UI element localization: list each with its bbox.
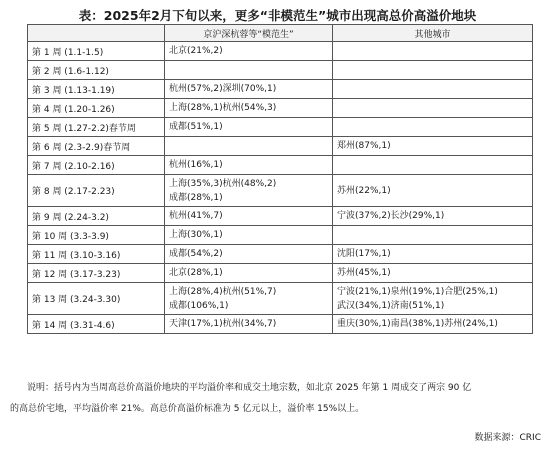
city-entry: 重庆(30%,1)南昌(38%,1)苏州(24%,1) [337, 319, 498, 329]
week-cell: 第 11 周 (3.10-3.16) [28, 245, 165, 264]
other-cities-cell [333, 264, 533, 283]
table-row [28, 226, 533, 245]
week-cell: 第 4 周 (1.20-1.26) [28, 99, 165, 118]
city-entry: 成都(106%,1) [169, 300, 229, 311]
other-cities-cell [333, 207, 533, 226]
table-row [28, 118, 533, 137]
other-cities-cell [333, 156, 533, 175]
city-entry: 成都(28%,1) [169, 192, 223, 203]
table-title: 表：2025年2月下旬以来，更多“非模范生”城市出现高总价高溢价地块 [78, 8, 477, 23]
city-entry: 成都(54%,2) [169, 249, 223, 259]
note-line-2: 的高总价宅地，平均溢价率 21%。高总价高溢价标准为 5 亿元以上，溢价率 15%以上。 [10, 404, 365, 414]
week-cell: 第 5 周 (1.27-2.2)春节周 [28, 118, 165, 137]
week-cell: 第 1 周 (1.1-1.5) [28, 42, 165, 61]
table-row [28, 207, 533, 226]
week-cell: 第 9 周 (2.24-3.2) [28, 207, 165, 226]
city-entry: 沈阳(17%,1) [337, 249, 391, 259]
table-header-row [28, 25, 533, 42]
other-cities-cell [333, 226, 533, 245]
city-entry: 苏州(22%,1) [337, 185, 391, 196]
model-cities-cell [165, 175, 333, 207]
table-row [28, 315, 533, 334]
city-entry: 杭州(16%,1) [169, 160, 223, 170]
model-cities-cell [165, 226, 333, 245]
city-entry: 上海(28%,1)杭州(54%,3) [169, 103, 277, 113]
city-entry: 杭州(41%,7) [169, 211, 223, 221]
land-premium-table [27, 24, 533, 334]
header-other-cities: 其他城市 [333, 25, 533, 42]
week-cell: 第 12 周 (3.17-3.23) [28, 264, 165, 283]
model-cities-cell [165, 99, 333, 118]
model-cities-cell [165, 207, 333, 226]
model-cities-cell [165, 283, 333, 315]
city-entry: 上海(35%,3)杭州(48%,2) [169, 178, 277, 189]
table-row [28, 175, 533, 207]
model-cities-cell [165, 137, 333, 156]
week-cell: 第 6 周 (2.3-2.9)春节周 [28, 137, 165, 156]
table-row [28, 156, 533, 175]
city-entry: 上海(30%,1) [169, 230, 223, 240]
week-cell: 第 7 周 (2.10-2.16) [28, 156, 165, 175]
other-cities-cell [333, 283, 533, 315]
table-row [28, 61, 533, 80]
table-row [28, 80, 533, 99]
model-cities-cell [165, 118, 333, 137]
table-row [28, 42, 533, 61]
header-week [28, 25, 165, 42]
week-cell: 第 8 周 (2.17-2.23) [28, 175, 165, 207]
city-entry: 杭州(57%,2)深圳(70%,1) [169, 84, 277, 94]
city-entry: 天津(17%,1)杭州(34%,7) [169, 319, 277, 329]
table-row [28, 283, 533, 315]
other-cities-cell [333, 61, 533, 80]
table-row [28, 264, 533, 283]
model-cities-cell [165, 80, 333, 99]
other-cities-cell [333, 99, 533, 118]
table-row [28, 245, 533, 264]
other-cities-cell [333, 245, 533, 264]
city-entry: 宁波(21%,1)泉州(19%,1)合肥(25%,1) [337, 286, 498, 297]
city-entry: 北京(28%,1) [169, 268, 223, 278]
table-row [28, 137, 533, 156]
other-cities-cell [333, 118, 533, 137]
city-entry: 成都(51%,1) [169, 122, 223, 132]
model-cities-cell [165, 156, 333, 175]
table-row [28, 99, 533, 118]
city-entry: 郑州(87%,1) [337, 141, 391, 151]
explanation-note [10, 378, 550, 420]
city-entry: 上海(28%,4)杭州(51%,7) [169, 286, 277, 297]
other-cities-cell [333, 80, 533, 99]
week-cell: 第 14 周 (3.31-4.6) [28, 315, 165, 334]
header-model-cities: 京沪深杭蓉等“模范生” [165, 25, 333, 42]
week-cell: 第 3 周 (1.13-1.19) [28, 80, 165, 99]
other-cities-cell [333, 315, 533, 334]
city-entry: 北京(21%,2) [169, 46, 223, 56]
week-cell: 第 13 周 (3.24-3.30) [28, 283, 165, 315]
model-cities-cell [165, 315, 333, 334]
table-body [28, 42, 533, 334]
model-cities-cell [165, 245, 333, 264]
model-cities-cell [165, 264, 333, 283]
week-cell: 第 10 周 (3.3-3.9) [28, 226, 165, 245]
data-source: 数据来源：CRIC [474, 433, 541, 443]
city-entry: 武汉(34%,1)济南(51%,1) [337, 300, 445, 311]
other-cities-cell [333, 137, 533, 156]
model-cities-cell [165, 42, 333, 61]
note-line-1: 说明：括号内为当周高总价高溢价地块的平均溢价率和成交土地宗数，如北京 2025 年第 1 周成交了两宗 90 亿 [27, 383, 472, 393]
city-entry: 宁波(37%,2)长沙(29%,1) [337, 211, 445, 221]
week-cell: 第 2 周 (1.6-1.12) [28, 61, 165, 80]
model-cities-cell [165, 61, 333, 80]
city-entry: 苏州(45%,1) [337, 268, 391, 278]
other-cities-cell [333, 175, 533, 207]
other-cities-cell [333, 42, 533, 61]
